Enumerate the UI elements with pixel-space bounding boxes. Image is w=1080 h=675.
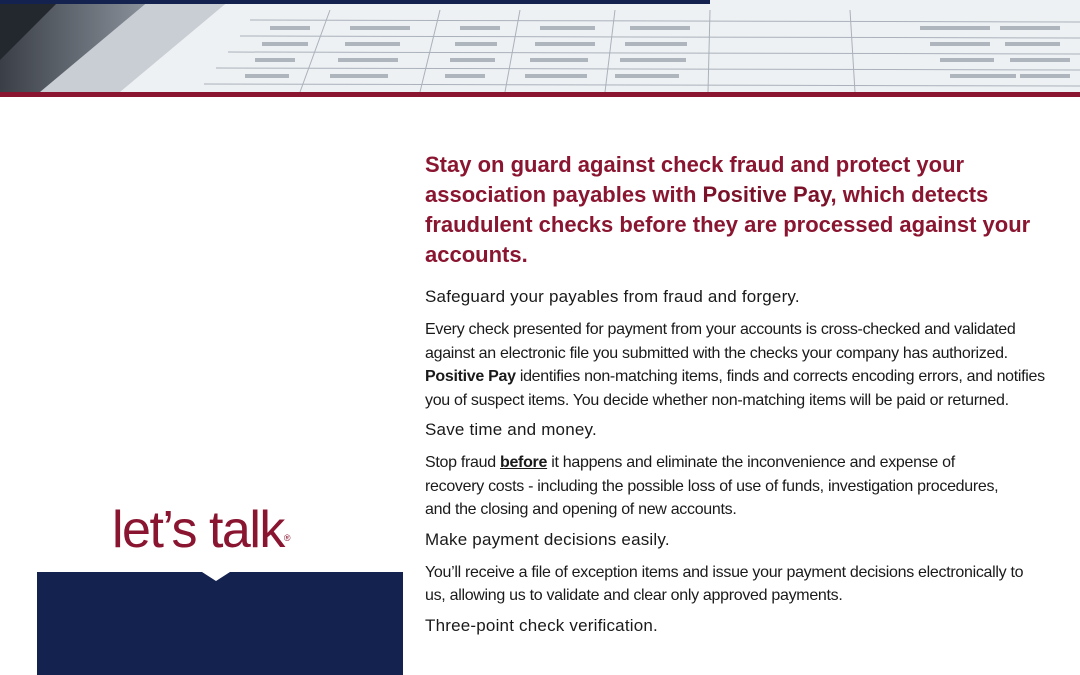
navy-panel-notch — [202, 572, 230, 581]
section-body: Every check presented for payment from your accounts is cross-checked and validated against an electronic file you submitted with the checks your company has authorized. Positive Pay identifies non-matching items, finds and corrects encoding errors, and notifies you of suspect items. You decide whether non-matching items will be paid or returned. — [425, 321, 1045, 409]
product-name: Positive Pay — [702, 182, 831, 207]
main-content — [425, 150, 1045, 637]
lead-statement: Stay on guard against check fraud and protect your association payables with Positive Pay, which detects fraudulent checks before they are processed against your accounts. — [425, 152, 1031, 267]
section-heading: Three-point check verification. — [425, 615, 658, 635]
section-heading: Safeguard your payables from fraud and forgery. — [425, 287, 800, 306]
section-body: Stop fraud before it happens and eliminate the inconvenience and expense of recovery costs - including the possible loss of use of funds, investigation procedures, and the closing and opening of new accounts. — [425, 454, 999, 518]
lets-talk-logo: let’s talk® — [112, 501, 291, 559]
section-heading: Make payment decisions easily. — [425, 529, 670, 549]
navy-panel — [37, 572, 403, 675]
header-navy-rule — [0, 0, 710, 4]
header-burgundy-rule — [0, 92, 1080, 97]
header-photo — [0, 0, 1080, 92]
section-body: You’ll receive a file of exception items and issue your payment decisions electronically to us, allowing us to validate and clear only approved payments. — [425, 563, 1024, 604]
spreadsheet-photo — [0, 0, 1080, 92]
section-heading: Save time and money. — [425, 420, 597, 439]
